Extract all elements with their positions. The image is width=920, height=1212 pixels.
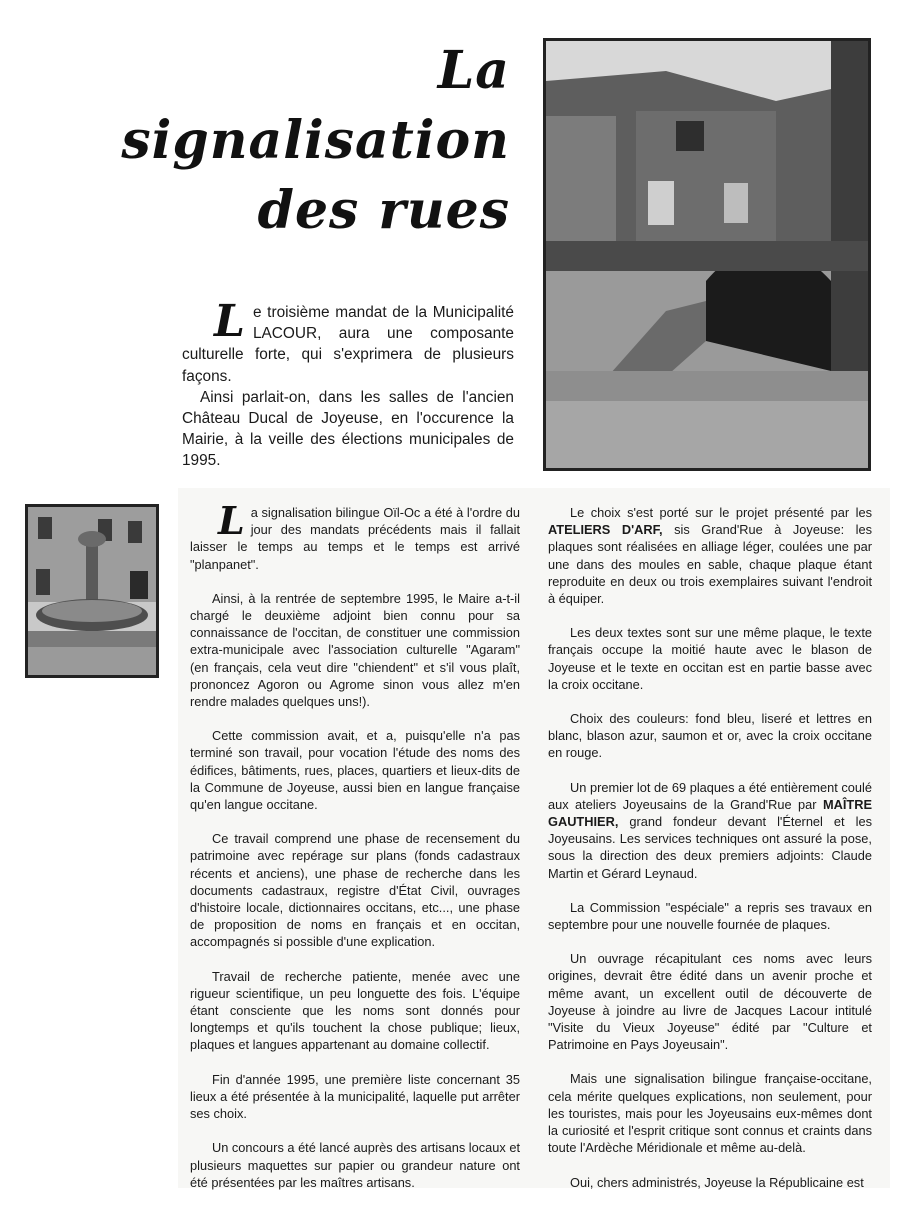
left-paragraph-4: Ce travail comprend une phase de recensement du patrimoine avec repérage sur plans (fonds cadastraux récents et anciens), une phase de recherche dans les documents cadastraux, registre d'État Civil, ouvrages d'histoire locale, dictionnaires occitans, etc..., une phase de proposition de noms en français et en occitan, accompagnés si possible d'une explication.	[190, 831, 520, 950]
right-paragraph-4-b: grand fondeur devant l'Éternel et les Joyeusains. Les services techniques ont assuré la pose, sous la direction des deux premiers adjoints: Claude Martin et Gérard Leynaud.	[548, 814, 872, 881]
right-column	[548, 504, 872, 1208]
right-paragraph-1-b: sis Grand'Rue à Joyeuse: les plaques sont réalisées en alliage léger, coulées une par une dans des moules en sable, chaque plaque étant reproduite en deux ou trois exemplaires suivant l'endroit à équiper.	[548, 522, 873, 607]
main-photo-image	[546, 41, 868, 468]
ateliers-name: ATELIERS D'ARF,	[548, 522, 663, 538]
intro-dropcap: L	[214, 296, 245, 347]
right-paragraph-8: Oui, chers administrés, Joyeuse la Républicaine est	[570, 1174, 864, 1190]
intro-paragraph-1	[182, 296, 514, 387]
left-dropcap: L	[218, 498, 245, 543]
title-line-3: des rues	[257, 180, 510, 241]
main-photo	[543, 38, 871, 471]
right-paragraph-1-a: Le choix s'est porté sur le projet présenté par les	[570, 505, 872, 520]
right-paragraph-4-a: Un premier lot de 69 plaques a été entièrement coulé aux ateliers Joyeusains de la Grand'Rue par	[548, 779, 872, 812]
intro-paragraph-2: Ainsi parlait-on, dans les salles de l'ancien Château Ducal de Joyeuse, en l'occurence la Mairie, à la veille des élections municipales de 1995.	[182, 388, 514, 470]
right-paragraph-7: Mais une signalisation bilingue française-occitane, cela mérite quelques explications, non seulement, pour les touristes, mais pour les Joyeusains eux-mêmes dont la curiosité et l'esprit critique sont connus et craints dans toute l'Ardèche Méridionale et même au-delà.	[548, 1071, 872, 1156]
left-paragraph-5: Travail de recherche patiente, menée avec une rigueur scientifique, un peu longuette des fois. L'équipe étant consciente que les noms sont donnés pour longtemps et qu'ils touchent la chose publique; lieux, plaques et langues appartenant au domaine collectif.	[190, 968, 520, 1053]
left-paragraph-1	[190, 498, 520, 573]
right-paragraph-4	[548, 779, 872, 882]
right-paragraph-2: Les deux textes sont sur une même plaque, le texte français occupe la moitié haute avec le blason de Joyeuse et le texte en occitan est en partie basse avec la croix occitane.	[548, 625, 872, 692]
small-photo-image	[28, 507, 156, 675]
intro-text	[182, 296, 514, 472]
left-paragraph-2: Ainsi, à la rentrée de septembre 1995, le Maire a-t-il chargé le deuxième adjoint bien connu pour sa connaissance de l'occitan, de constituer une commission extra-municipale avec l'association culturelle "Agaram" (en français, cela veut dire "chiendent" et s'il vous plaît, prononcez Agoron ou Agrome sinon vous allez m'en rendre malades quelques uns!).	[190, 590, 520, 710]
right-paragraph-1	[548, 504, 872, 607]
left-paragraph-1-text: a signalisation bilingue Oïl-Oc a été à l'ordre du jour des mandats précédents mais il fallait laisser le temps au temps et le temps est arrivé "planpanet".	[190, 505, 520, 572]
article-title	[110, 36, 510, 246]
intro-paragraph-1-text: e troisième mandat de la Municipalité LACOUR, aura une composante culturelle forte, qui s'exprimera de plusieurs façons.	[182, 304, 514, 385]
right-paragraph-5: La Commission "espéciale" a repris ses travaux en septembre pour une nouvelle fournée de plaques.	[548, 899, 872, 933]
left-paragraph-3: Cette commission avait, et a, puisqu'elle n'a pas terminé son travail, pour vocation l'étude des noms des édifices, bâtiments, rues, places, quartiers et lieux-dits de la Commune de Joyeuse, aussi bien en langue française qu'en langue occitane.	[190, 728, 520, 813]
left-paragraph-7: Un concours a été lancé auprès des artisans locaux et plusieurs maquettes sur papier ou grandeur nature ont été présentées par les maîtres artisans.	[190, 1140, 521, 1190]
left-paragraph-6: Fin d'année 1995, une première liste concernant 35 lieux a été présentée à la municipalité, laquelle put arrêter ses choix.	[190, 1071, 520, 1122]
small-photo	[25, 504, 159, 678]
title-line-2: signalisation	[121, 110, 510, 171]
title-line-1: La	[437, 40, 510, 101]
right-paragraph-6: Un ouvrage récapitulant ces noms avec leurs origines, devrait être édité dans un avenir proche et même avant, un excellent outil de découverte de Joyeuse à joindre au livre de Jacques Lacour intitulé "Visite du Vieux Joyeuse" édité par "Culture et Patrimoine en Pays Joyeusain".	[548, 951, 872, 1053]
maitre-name: MAÎTRE GAUTHIER,	[548, 796, 872, 830]
right-paragraph-3: Choix des couleurs: fond bleu, liseré et lettres en blanc, blason azur, saumon et or, avec la croix occitane en rouge.	[548, 711, 872, 761]
left-column	[190, 498, 521, 1208]
